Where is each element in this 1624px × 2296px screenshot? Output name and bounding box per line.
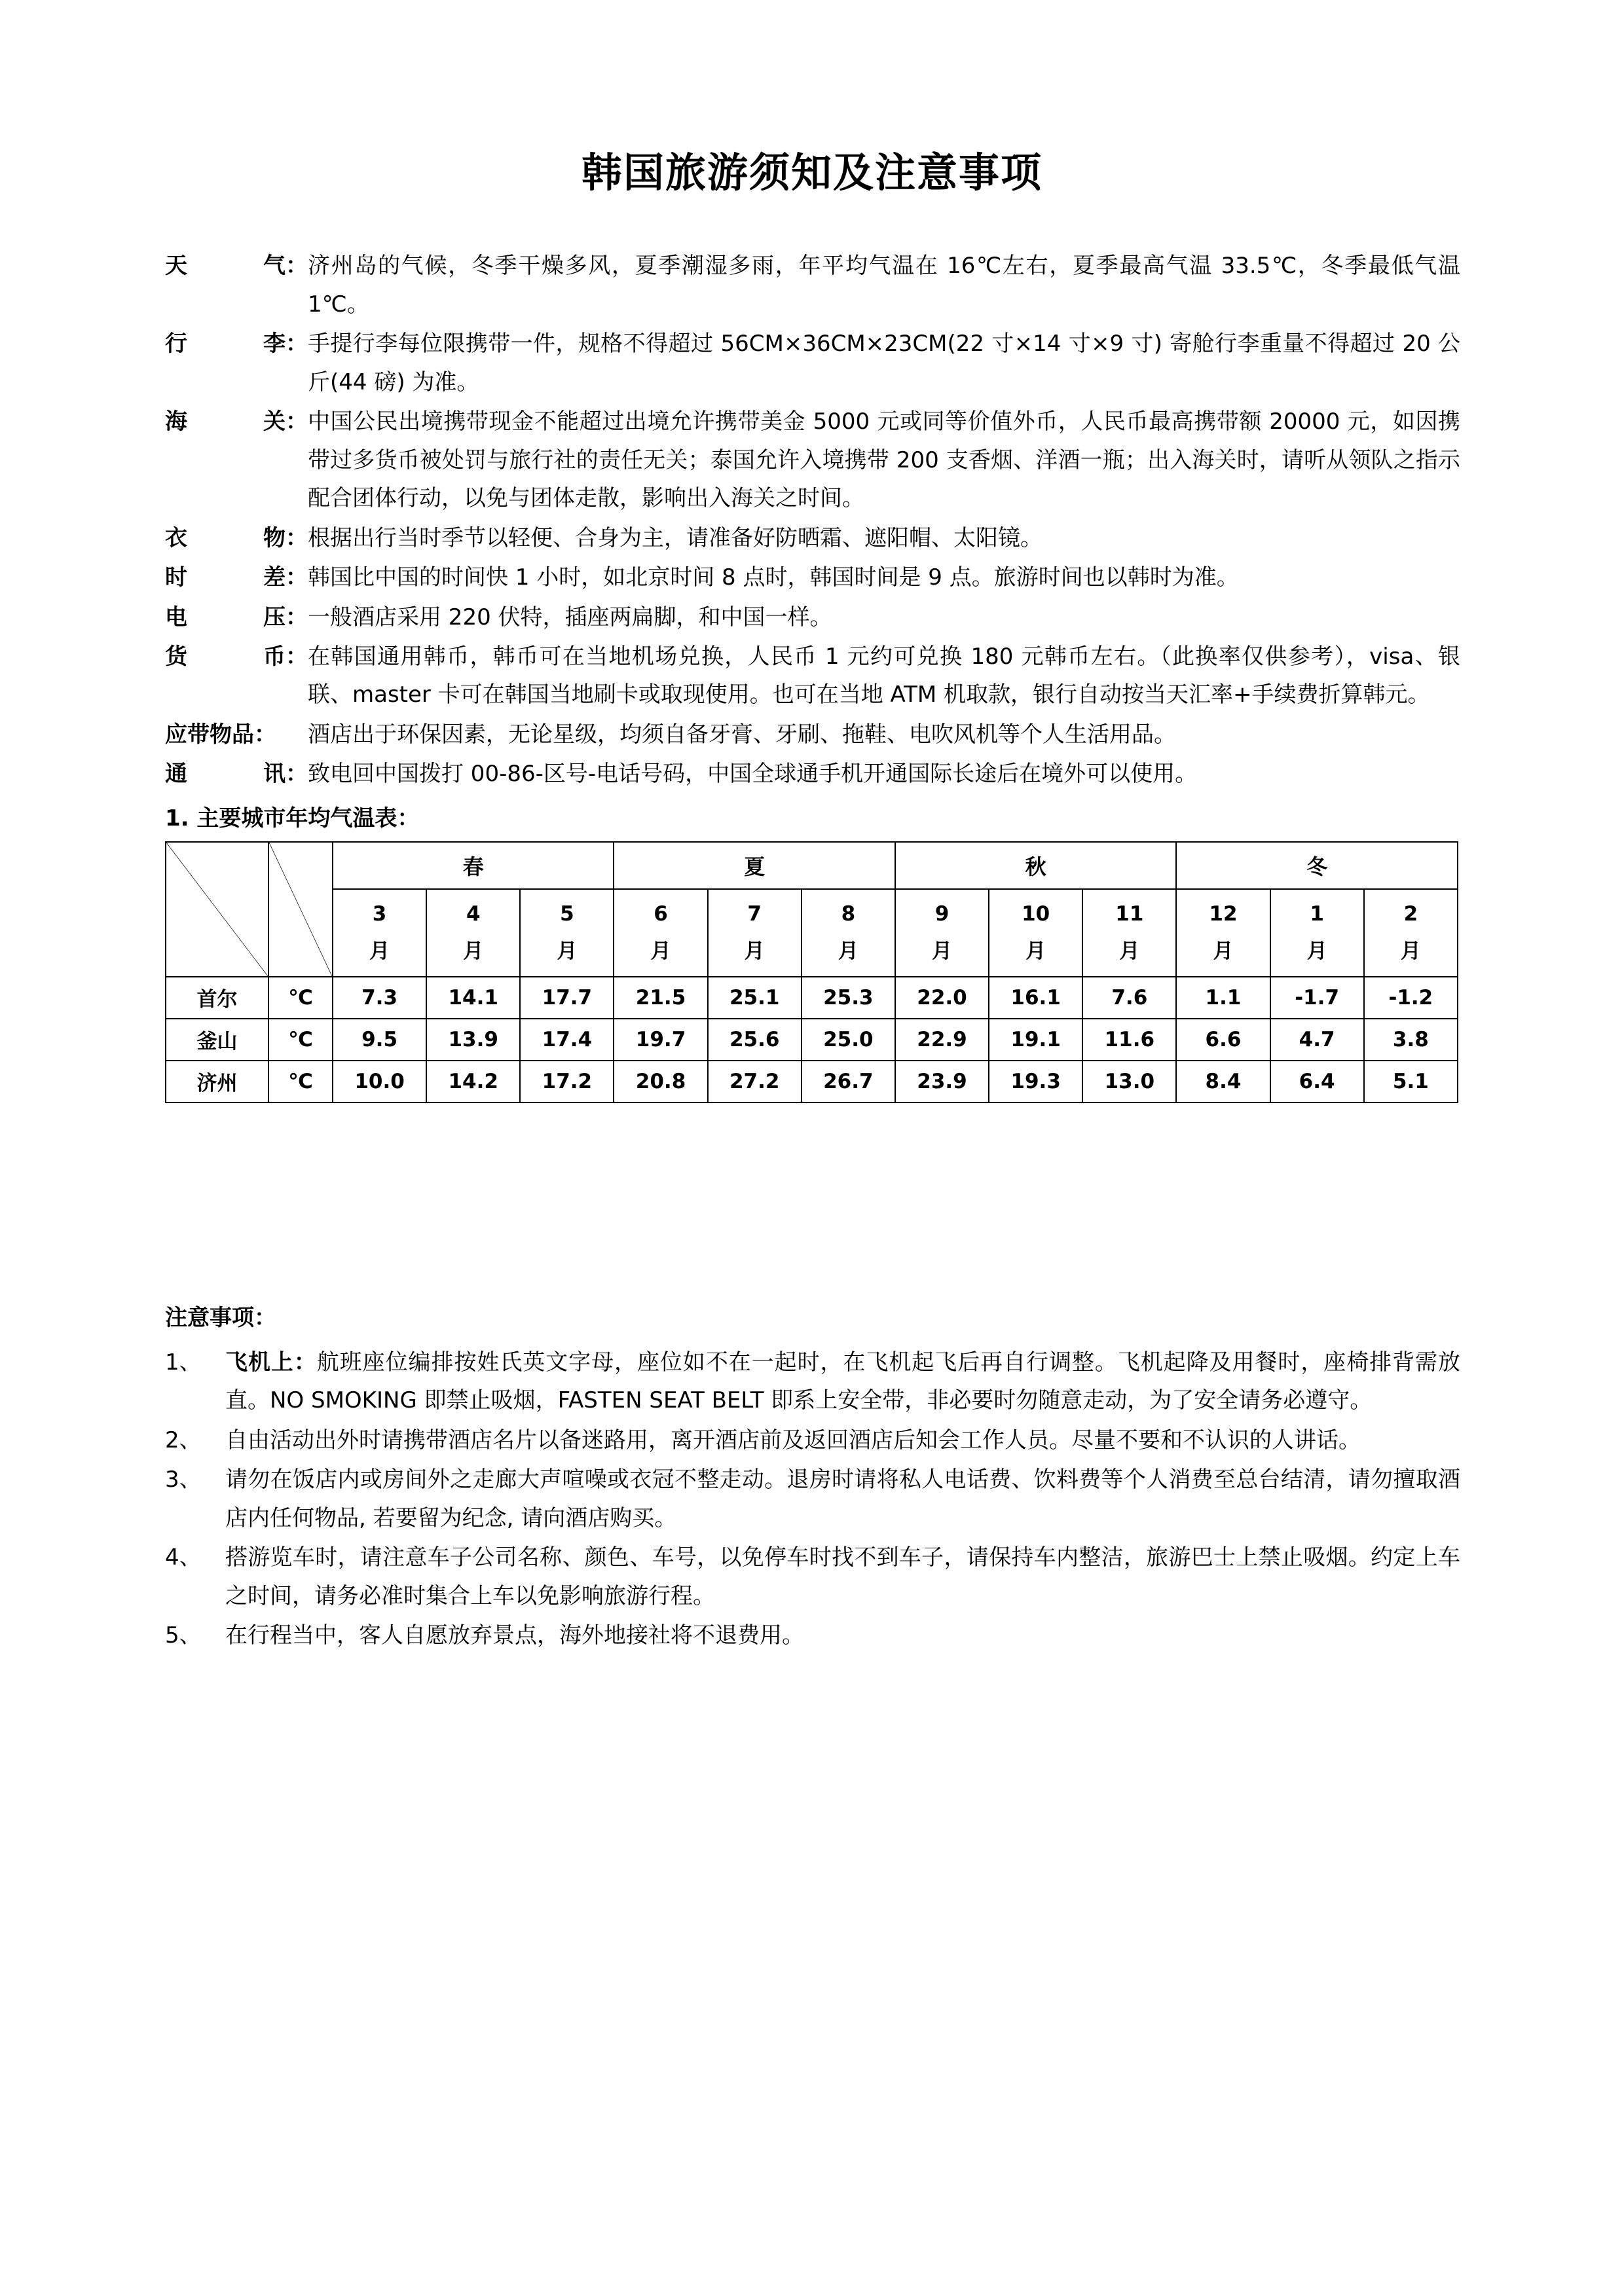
table-season-row [166, 842, 1458, 889]
table-month-suffix: 月 [1119, 939, 1140, 963]
table-value-cell: 5.1 [1364, 1061, 1458, 1102]
info-entry [165, 558, 1460, 596]
info-entry [165, 598, 1460, 636]
note-text: 自由活动出外时请携带酒店名片以备迷路用，离开酒店前及返回酒店后知会工作人员。尽量不要和不认识的人讲话。 [225, 1427, 1361, 1453]
table-value-cell: -1.2 [1364, 977, 1458, 1019]
table-city-cell: 釜山 [166, 1019, 268, 1061]
info-entry-label: 海 关： [165, 409, 308, 435]
table-value-cell: 16.1 [989, 977, 1082, 1019]
table-month-suffix: 月 [463, 939, 484, 963]
table-month-number: 8 [841, 902, 856, 926]
table-month-suffix: 月 [1213, 939, 1234, 963]
table-month-header [895, 889, 989, 977]
info-entry [165, 247, 1460, 323]
table-month-header [520, 889, 614, 977]
note-number: 3、 [165, 1467, 202, 1493]
note-number: 1、 [165, 1349, 202, 1376]
table-month-header [802, 889, 895, 977]
table-value-cell: 22.0 [895, 977, 989, 1019]
info-entry-label: 电 压： [165, 604, 308, 630]
info-entry-label: 应带物品 ： [165, 721, 276, 748]
table-month-number: 5 [560, 902, 574, 926]
table-value-cell: 11.6 [1082, 1019, 1176, 1061]
table-month-header [614, 889, 707, 977]
table-value-cell: 4.7 [1270, 1019, 1364, 1061]
table-season-header: 冬 [1176, 842, 1458, 889]
table-month-suffix: 月 [838, 939, 858, 963]
table-city-cell: 首尔 [166, 977, 268, 1019]
info-entry-label: 货 币： [165, 643, 308, 670]
table-value-cell: 17.7 [520, 977, 614, 1019]
note-item [0, 1539, 1624, 1615]
info-entry-text: 致电回中国拨打 00-86-区号-电话号码，中国全球通手机开通国际长途后在境外可以使用。 [308, 761, 1198, 788]
info-entry-text: 中国公民出境携带现金不能超过出境允许携带美金 5000 元或同等价值外币，人民币最高携带额 20000 元，如因携带过多货币被处罚与旅行社的责任无关；泰国允许入境携带 200 支香烟、洋酒一瓶；出入海关时，请听从领队之指示配合团体行动，以免与团体走散，影响出入海关之时间。 [308, 409, 1460, 512]
note-text: 搭游览车时，请注意车子公司名称、颜色、车号，以免停车时找不到车子，请保持车内整洁，旅游巴士上禁止吸烟。约定上车之时间，请务必准时集合上车以免影响旅游行程。 [225, 1544, 1460, 1609]
table-month-header [1270, 889, 1364, 977]
table-value-cell: 25.0 [802, 1019, 895, 1061]
note-text [225, 1343, 1460, 1420]
info-entry [165, 755, 1460, 793]
table-month-suffix: 月 [744, 939, 765, 963]
table-value-cell: 1.1 [1176, 977, 1270, 1019]
table-month-number: 9 [934, 902, 950, 926]
table-value-cell: 19.3 [989, 1061, 1082, 1102]
table-value-cell: 25.6 [708, 1019, 802, 1061]
info-entry [165, 716, 1460, 754]
info-entry-text: 酒店出于环保因素，无论星级，均须自备牙膏、牙刷、拖鞋、电吹风机等个人生活用品。 [308, 721, 1176, 748]
note-body: 航班座位编排按姓氏英文字母，座位如不在一起时，在飞机起飞后再自行调整。飞机起降及用餐时，座椅排背需放直。NO SMOKING 即禁止吸烟，FASTEN SEAT BELT 即系上安全带，非必要时勿随意走动，为了安全请务必遵守。 [225, 1349, 1461, 1414]
info-entry-label: 衣 物： [165, 524, 308, 551]
table-month-header [989, 889, 1082, 977]
table-value-cell: 22.9 [895, 1019, 989, 1061]
table-value-cell: 13.9 [426, 1019, 520, 1061]
note-number: 4、 [165, 1544, 202, 1571]
table-value-cell: 6.4 [1270, 1061, 1364, 1102]
table-month-number: 1 [1310, 902, 1324, 926]
table-month-suffix: 月 [369, 939, 390, 963]
info-entry [165, 519, 1460, 557]
table-month-number: 3 [372, 902, 387, 926]
info-entry-text: 根据出行当时季节以轻便、合身为主，请准备好防晒霜、遮阳帽、太阳镜。 [308, 524, 1043, 551]
info-entry [165, 403, 1460, 517]
info-entry-text: 在韩国通用韩币，韩币可在当地机场兑换，人民币 1 元约可兑换 180 元韩币左右。（此换率仅供参考），visa、银联、master 卡可在韩国当地刷卡或取现使用。也可在当地 ATM 机取款，银行自动按当天汇率+手续费折算韩元。 [308, 643, 1460, 708]
table-month-number: 2 [1403, 902, 1418, 926]
note-number: 5、 [165, 1622, 202, 1649]
info-entry-text: 韩国比中国的时间快 1 小时，如北京时间 8 点时，韩国时间是 9 点。旅游时间也以韩时为准。 [308, 564, 1239, 591]
table-month-number: 11 [1115, 902, 1144, 926]
temperature-table-wrapper [0, 841, 1624, 1103]
table-value-cell: 9.5 [333, 1019, 426, 1061]
info-entry-text: 济州岛的气候，冬季干燥多风，夏季潮湿多雨，年平均气温在 16℃左右，夏季最高气温 33.5℃，冬季最低气温 1℃。 [308, 253, 1460, 318]
table-value-cell: 27.2 [708, 1061, 802, 1102]
table-month-header [1176, 889, 1270, 977]
table-row [166, 1061, 1458, 1102]
table-value-cell: 23.9 [895, 1061, 989, 1102]
table-value-cell: 13.0 [1082, 1061, 1176, 1102]
table-value-cell: 8.4 [1176, 1061, 1270, 1102]
notes-list [0, 1343, 1624, 1655]
table-month-header [426, 889, 520, 977]
table-value-cell: 17.2 [520, 1061, 614, 1102]
table-month-suffix: 月 [1400, 939, 1421, 963]
table-value-cell: 26.7 [802, 1061, 895, 1102]
table-month-suffix: 月 [1306, 939, 1327, 963]
table-value-cell: 14.1 [426, 977, 520, 1019]
table-month-number: 10 [1022, 902, 1050, 926]
table-section-heading: 1. 主要城市年均气温表： [165, 805, 420, 831]
table-value-cell: 7.6 [1082, 977, 1176, 1019]
table-value-cell: 25.3 [802, 977, 895, 1019]
info-entries-block [0, 247, 1624, 793]
table-season-header: 夏 [614, 842, 895, 889]
note-lead: 飞机上： [225, 1349, 317, 1376]
note-text: 请勿在饭店内或房间外之走廊大声喧噪或衣冠不整走动。退房时请将私人电话费、饮料费等个人消费至总台结清，请勿擅取酒店内任何物品, 若要留为纪念, 请向酒店购买。 [225, 1467, 1460, 1531]
table-month-number: 7 [747, 902, 762, 926]
table-month-header [333, 889, 426, 977]
table-unit-cell: ℃ [268, 1019, 333, 1061]
table-month-header [1082, 889, 1176, 977]
table-value-cell: 10.0 [333, 1061, 426, 1102]
table-city-cell: 济州 [166, 1061, 268, 1102]
table-corner-city-cell [166, 842, 268, 977]
table-unit-cell: ℃ [268, 1061, 333, 1102]
info-entry-label: 通 讯： [165, 761, 308, 788]
table-value-cell: 20.8 [614, 1061, 707, 1102]
note-item [0, 1616, 1624, 1654]
table-row [166, 977, 1458, 1019]
table-month-number: 12 [1209, 902, 1238, 926]
table-value-cell: 6.6 [1176, 1019, 1270, 1061]
table-value-cell: 19.7 [614, 1019, 707, 1061]
table-corner-unit-cell [268, 842, 333, 977]
table-month-suffix: 月 [650, 939, 671, 963]
table-month-row [166, 889, 1458, 977]
table-month-header [1364, 889, 1458, 977]
table-row [166, 1019, 1458, 1061]
table-value-cell: 7.3 [333, 977, 426, 1019]
note-item [0, 1461, 1624, 1537]
table-month-number: 4 [466, 902, 481, 926]
page-title: 韩国旅游须知及注意事项 [581, 149, 1043, 196]
table-value-cell: 14.2 [426, 1061, 520, 1102]
notes-heading: 注意事项： [165, 1304, 276, 1331]
table-month-suffix: 月 [932, 939, 953, 963]
info-entry-label: 时 差： [165, 564, 308, 591]
table-value-cell: 21.5 [614, 977, 707, 1019]
info-entry-text: 一般酒店采用 220 伏特，插座两扁脚，和中国一样。 [308, 604, 832, 630]
table-season-header: 秋 [895, 842, 1176, 889]
note-item [0, 1343, 1624, 1420]
info-entry-label: 天 气： [165, 253, 308, 280]
note-text: 在行程当中，客人自愿放弃景点，海外地接社将不退费用。 [225, 1622, 804, 1649]
table-season-header: 春 [333, 842, 614, 889]
info-entry-label: 行 李： [165, 331, 308, 357]
temperature-table [165, 841, 1458, 1103]
table-month-suffix: 月 [557, 939, 578, 963]
table-value-cell: 17.4 [520, 1019, 614, 1061]
table-month-header [708, 889, 802, 977]
note-number: 2、 [165, 1427, 202, 1453]
info-entry [165, 638, 1460, 714]
table-value-cell: 19.1 [989, 1019, 1082, 1061]
info-entry-text: 手提行李每位限携带一件，规格不得超过 56CM×36CM×23CM(22 寸×14 寸×9 寸) 寄舱行李重量不得超过 20 公斤(44 磅) 为准。 [308, 331, 1460, 395]
table-month-suffix: 月 [1025, 939, 1046, 963]
table-value-cell: -1.7 [1270, 977, 1364, 1019]
table-value-cell: 3.8 [1364, 1019, 1458, 1061]
table-unit-cell: ℃ [268, 977, 333, 1019]
table-value-cell: 25.1 [708, 977, 802, 1019]
info-entry [165, 325, 1460, 401]
table-month-number: 6 [654, 902, 668, 926]
note-item [0, 1421, 1624, 1459]
